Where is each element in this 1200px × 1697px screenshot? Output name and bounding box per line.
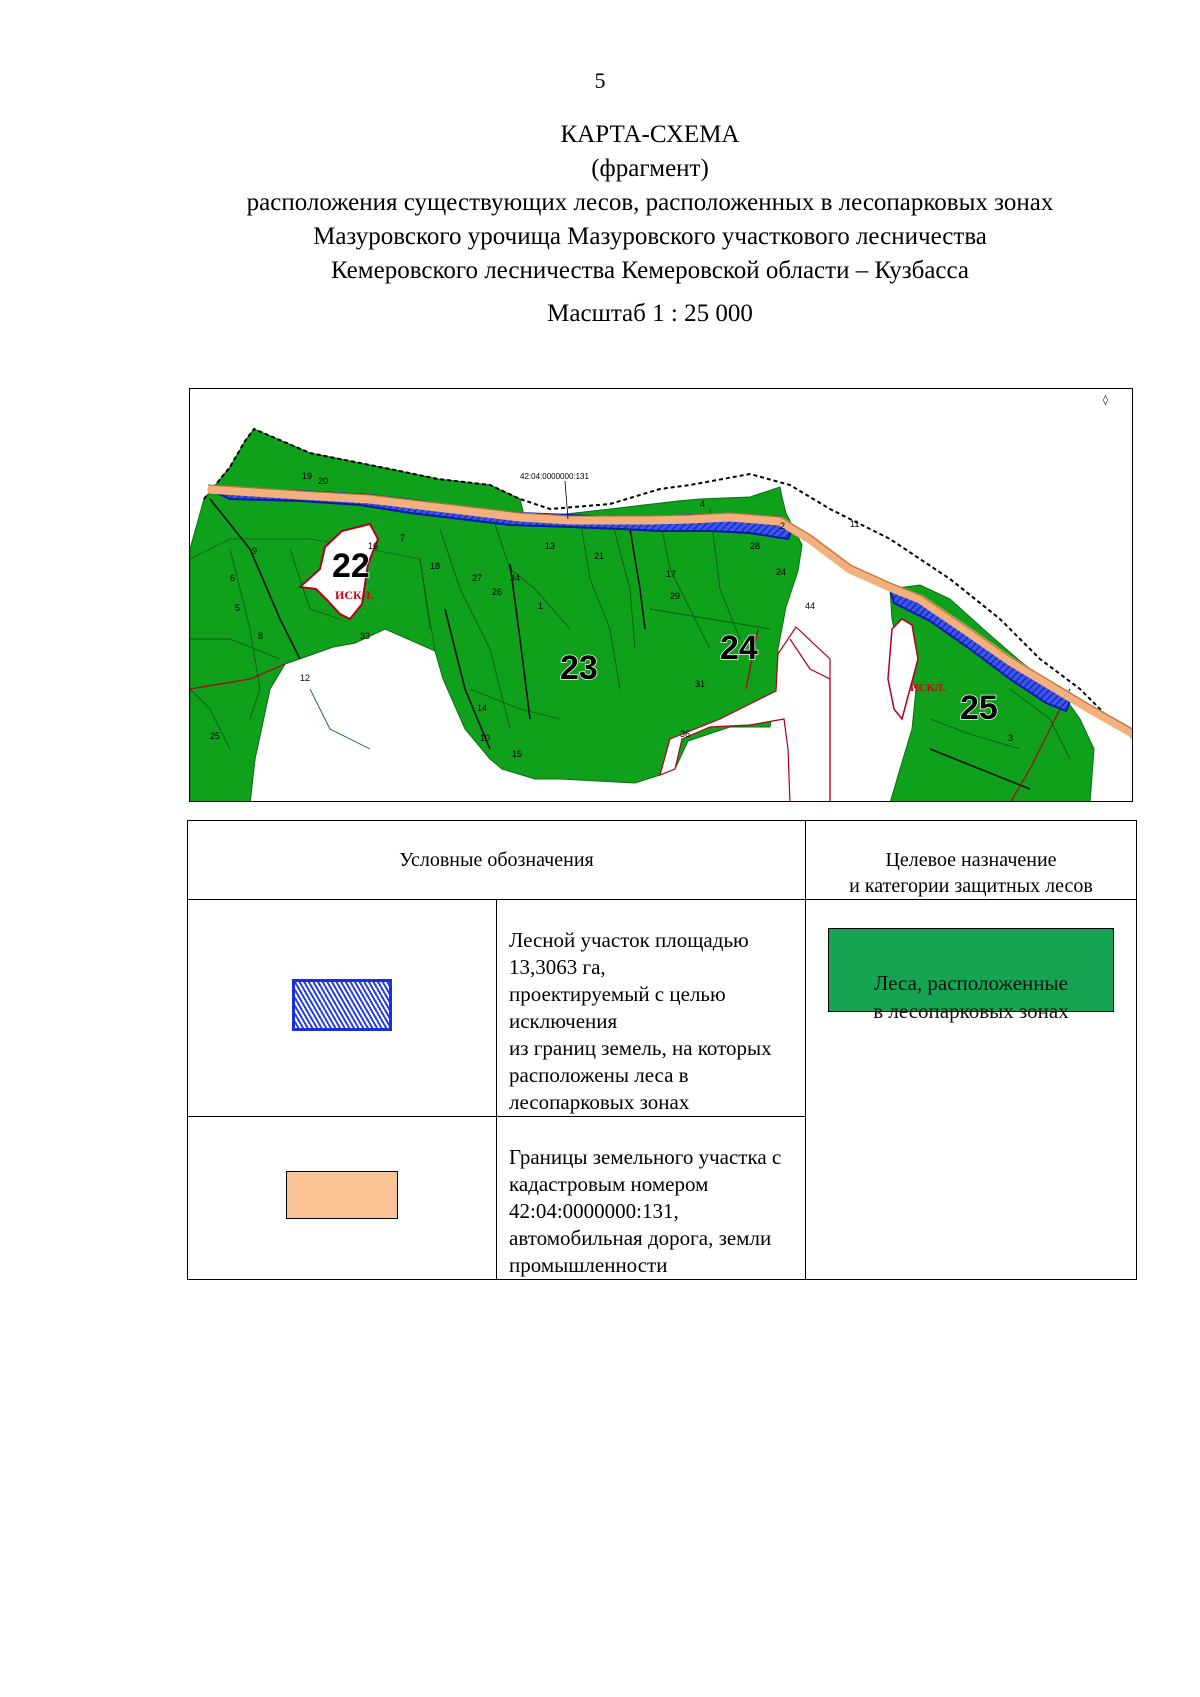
excluded-label-22: ИСКЛ. <box>335 588 374 602</box>
cadastral-leader-line <box>565 481 568 519</box>
legend-header-symbols-text: Условные обозначения <box>399 849 594 871</box>
legend-table <box>187 820 1137 1280</box>
document-title <box>140 118 1160 288</box>
hatch-swatch <box>292 979 392 1031</box>
legend-header-purpose <box>806 821 1137 900</box>
title-line-3: расположения существующих лесов, расположенных в лесопарковых зонах <box>246 189 1054 216</box>
plot-number: 2 <box>780 521 786 531</box>
quarter-number-25: 25 <box>960 689 998 727</box>
title-line-1: КАРТА-СХЕМА <box>560 121 740 148</box>
quarter-number-23: 23 <box>560 649 598 687</box>
plot-number: 26 <box>492 587 503 597</box>
plot-number: 44 <box>805 601 816 611</box>
plot-number: 21 <box>594 551 605 561</box>
plot-number: 19 <box>302 471 313 481</box>
map-scale: Масштаб 1 : 25 000 <box>547 300 753 327</box>
north-arrow-icon: ◊ <box>1103 395 1108 406</box>
plot-number: 13 <box>545 541 556 551</box>
plot-number: 11 <box>850 519 860 529</box>
plot-number: 20 <box>318 476 329 486</box>
plot-number: 28 <box>750 541 761 551</box>
plot-number: 8 <box>258 631 264 641</box>
plot-number: 9 <box>252 546 258 556</box>
map-canvas <box>190 389 1133 802</box>
plot-number: 34 <box>510 573 521 583</box>
excluded-area-25 <box>888 619 918 719</box>
legend-category-cell <box>806 900 1137 1280</box>
title-line-2: (фрагмент) <box>591 155 709 182</box>
legend-swatch-cell-road <box>188 1117 497 1280</box>
cadastral-number-label: 42:04:0000000:131 <box>520 472 589 481</box>
legend-header-purpose-text: Целевое назначение и категории защитных лесов <box>849 849 1093 897</box>
plot-number: 12 <box>300 673 311 683</box>
forest-category-box <box>828 928 1114 1023</box>
legend-swatch-cell-hatch <box>188 900 497 1117</box>
legend-header-symbols <box>188 821 806 900</box>
map-fragment <box>189 388 1133 802</box>
plot-number: 25 <box>210 731 221 741</box>
forest-category-text: Леса, расположенные в лесопарковых зонах <box>873 971 1069 1023</box>
quarter-number-24: 24 <box>720 629 758 667</box>
plot-number: 31 <box>695 679 706 689</box>
excluded-label-25: ИСКЛ. <box>910 682 946 694</box>
plot-number: 3 <box>1008 733 1014 743</box>
plot-number: 7 <box>400 533 406 543</box>
road-swatch <box>286 1171 398 1219</box>
legend-item-excluded-plot <box>497 900 806 1117</box>
plot-number: 1 <box>538 601 544 611</box>
plot-number: 33 <box>360 631 371 641</box>
plot-number: 4 <box>700 499 706 509</box>
quarter-number-22: 22 <box>332 547 370 585</box>
plot-number: 14 <box>477 703 488 713</box>
plot-number: 18 <box>430 561 441 571</box>
plot-number: 17 <box>666 569 677 579</box>
plot-number: 6 <box>230 573 236 583</box>
plot-number: 10 <box>480 733 491 743</box>
plot-number: 36 <box>680 729 691 739</box>
plot-number: 16 <box>368 541 379 551</box>
title-line-4: Мазуровского урочища Мазуровского участкового лесничества <box>313 223 987 250</box>
title-line-5: Кемеровского лесничества Кемеровской области – Кузбасса <box>330 257 970 284</box>
legend-item-cadastral-plot-text: Границы земельного участка с кадастровым номером 42:04:0000000:131, автомобильная дорога, земли промышленности <box>509 1145 782 1277</box>
plot-number: 29 <box>670 591 681 601</box>
plot-number: 27 <box>472 573 483 583</box>
plot-number: 24 <box>776 567 787 577</box>
legend-item-excluded-plot-text: Лесной участок площадью 13,3063 га, проектируемый с целью исключения из границ земель, на которых расположены леса в лесопарковых зонах <box>509 928 772 1114</box>
page-number: 5 <box>594 68 606 93</box>
plot-number: 5 <box>235 603 241 613</box>
legend-item-cadastral-plot <box>497 1117 806 1280</box>
plot-number: 15 <box>512 749 523 759</box>
